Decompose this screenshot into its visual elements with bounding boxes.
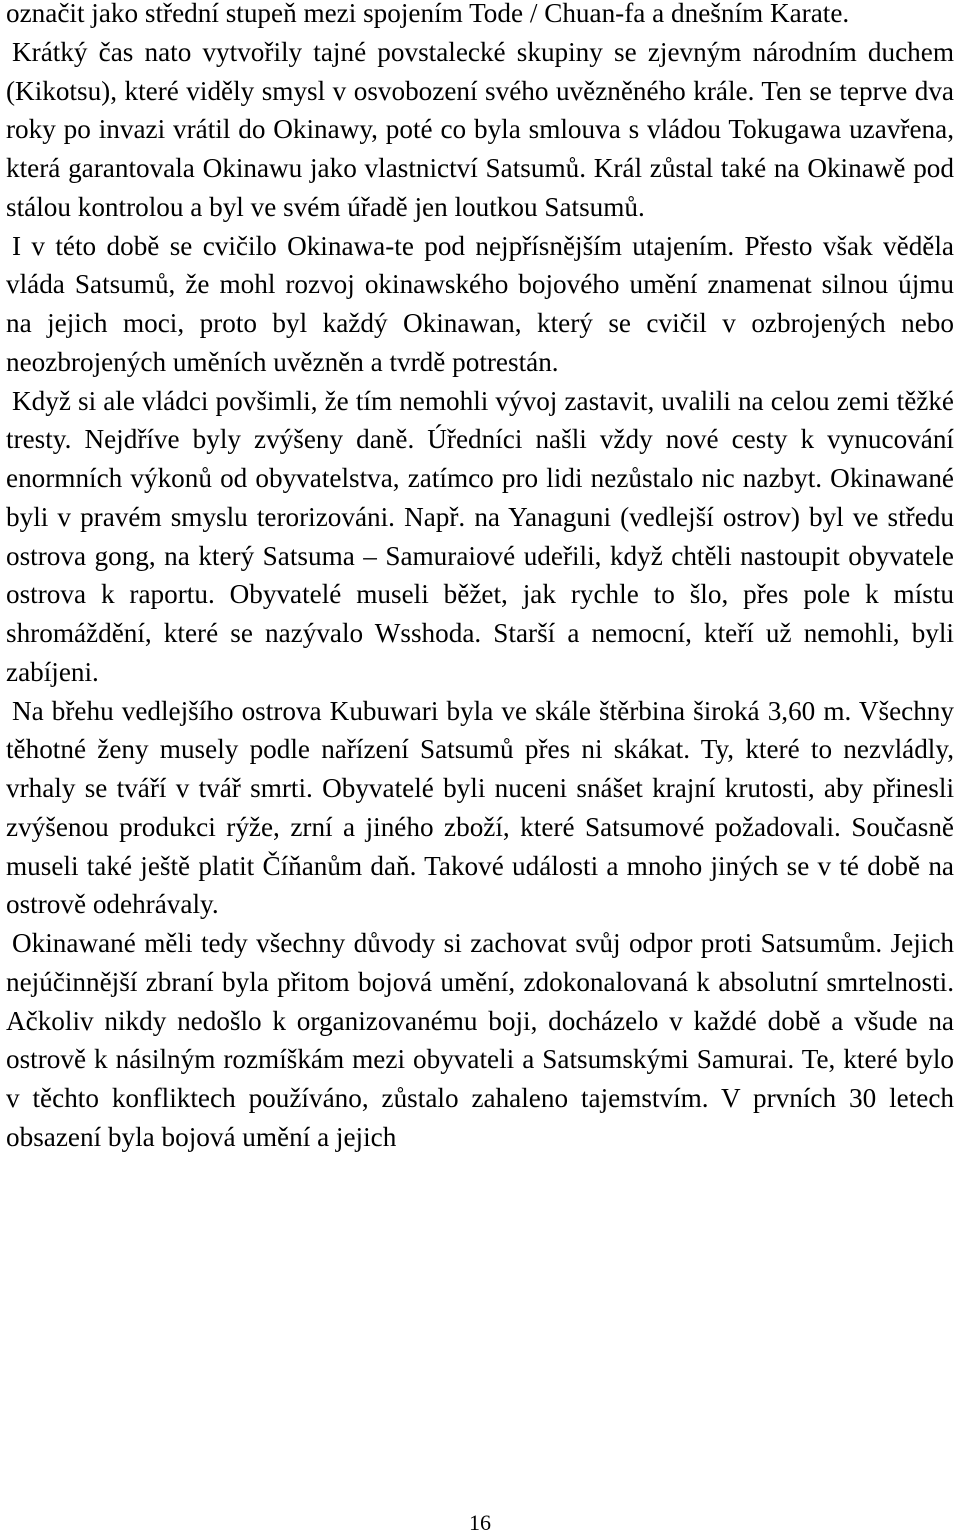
paragraph-5: Na břehu vedlejšího ostrova Kubuwari byla ve skále štěrbina široká 3,60 m. Všechny těhotné ženy musely podle nařízení Satsumů přes ni skákat. Ty, které to nezvládly, vrhaly se tváří v tvář smrti. Obyvatelé byli nuceni snášet krajní krutosti, aby přinesli zvýšenou produkci rýže, zrní a jiného zboží, které Satsumové požadovali. Současně museli také ještě platit Číňanům daň. Takové události a mnoho jiných se v té době na ostrově odehrávaly.	[6, 695, 954, 920]
body-text	[6, 0, 954, 1157]
page-number: 16	[469, 1510, 491, 1535]
paragraph-1: označit jako střední stupeň mezi spojením Tode / Chuan-fa a dnešním Karate.	[6, 0, 850, 28]
paragraph-3: I v této době se cvičilo Okinawa-te pod nejpřísnějším utajením. Přesto však věděla vláda Satsumů, že mohl rozvoj okinawského bojového umění znamenat silnou újmu na jejich moci, proto byl každý Okinawan, který se cvičil v ozbrojených nebo neozbrojených uměních uvězněn a tvrdě potrestán.	[6, 230, 954, 377]
paragraph-6: Okinawané měli tedy všechny důvody si zachovat svůj odpor proti Satsumům. Jejich nejúčinnější zbraní byla přitom bojová umění, zdokonalovaná k absolutní smrtelnosti. Ačkoliv nikdy nedošlo k organizovanému boji, docházelo v každé době a všude na ostrově k násilným rozmíškám mezi obyvateli a Satsumskými Samurai. Te, které bylo v těchto konfliktech používáno, zůstalo zahaleno tajemstvím. V prvních 30 letech obsazení byla bojová umění a jejich	[6, 928, 954, 1152]
paragraph-2: Krátký čas nato vytvořily tajné povstalecké skupiny se zjevným národním duchem (Kikotsu), které viděly smysl v osvobození svého uvězněného krále. Ten se teprve dva roky po invazi vrátil do Okinawy, poté co byla smlouva s vládou Tokugawa uzavřena, která garantovala Okinawu jako vlastnictví Satsumů. Král zůstal také na Okinawě pod stálou kontrolou a byl ve svém úřadě jen loutkou Satsumů.	[6, 36, 954, 222]
paragraph-4: Když si ale vládci povšimli, že tím nemohli vývoj zastavit, uvalili na celou zemi těžké tresty. Nejdříve byly zvýšeny daně. Úředníci našli vždy nové cesty k vynucování enormních výkonů od obyvatelstva, zatímco pro lidi nezůstalo nic nazbyt. Okinawané byli v pravém smyslu terorizováni. Např. na Yanaguni (vedlejší ostrov) byl ve středu ostrova gong, na který Satsuma – Samuraiové udeřili, když chtěli nastoupit obyvatele ostrova k raportu. Obyvatelé museli běžet, jak rychle to šlo, přes pole k místu shromáždění, které se nazývalo Wsshoda. Starší a nemocní, kteří už nemohli, byli zabíjeni.	[6, 385, 954, 687]
